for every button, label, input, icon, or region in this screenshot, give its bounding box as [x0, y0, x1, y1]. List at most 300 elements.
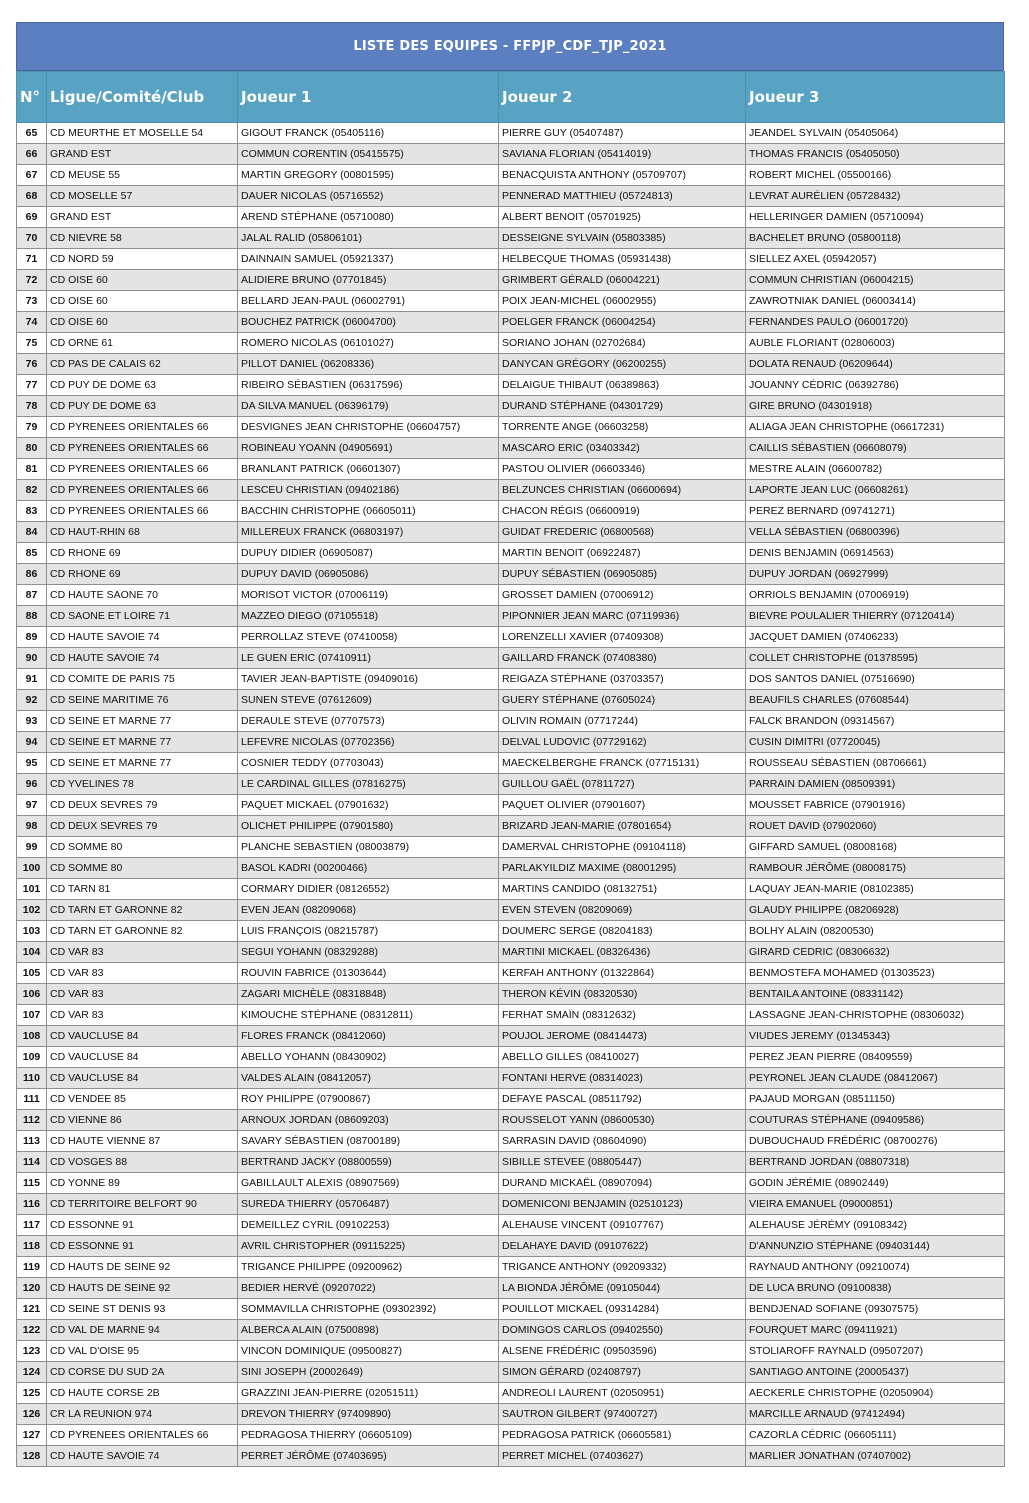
player-2-cell: DELVAL LUDOVIC (07729162) — [499, 732, 746, 753]
team-number: 128 — [17, 1446, 47, 1467]
table-row — [17, 522, 1005, 543]
table-row — [17, 648, 1005, 669]
player-2-cell: SORIANO JOHAN (02702684) — [499, 333, 746, 354]
player-1-cell: LE CARDINAL GILLES (07816275) — [238, 774, 499, 795]
table-row — [17, 1446, 1005, 1467]
team-number: 127 — [17, 1425, 47, 1446]
club-cell: CD HAUTS DE SEINE 92 — [47, 1278, 238, 1299]
player-2-cell: POUJOL JEROME (08414473) — [499, 1026, 746, 1047]
team-number: 104 — [17, 942, 47, 963]
player-3-cell: VIEIRA EMANUEL (09000851) — [746, 1194, 1005, 1215]
player-2-cell: BENACQUISTA ANTHONY (05709707) — [499, 165, 746, 186]
player-3-cell: DENIS BENJAMIN (06914563) — [746, 543, 1005, 564]
player-2-cell: GROSSET DAMIEN (07006912) — [499, 585, 746, 606]
team-number: 77 — [17, 375, 47, 396]
team-number: 84 — [17, 522, 47, 543]
player-3-cell: BIEVRE POULALIER THIERRY (07120414) — [746, 606, 1005, 627]
club-cell: CD HAUTE SAVOIE 74 — [47, 1446, 238, 1467]
player-3-cell: BACHELET BRUNO (05800118) — [746, 228, 1005, 249]
player-2-cell: DAMERVAL CHRISTOPHE (09104118) — [499, 837, 746, 858]
table-row — [17, 1425, 1005, 1446]
team-number: 86 — [17, 564, 47, 585]
player-1-cell: EVEN JEAN (08209068) — [238, 900, 499, 921]
table-row — [17, 1026, 1005, 1047]
club-cell: CD ESSONNE 91 — [47, 1236, 238, 1257]
team-number: 81 — [17, 459, 47, 480]
table-row — [17, 165, 1005, 186]
player-1-cell: GIGOUT FRANCK (05405116) — [238, 123, 499, 144]
player-1-cell: DESVIGNES JEAN CHRISTOPHE (06604757) — [238, 417, 499, 438]
header-player-2: Joueur 2 — [499, 72, 746, 123]
team-number: 126 — [17, 1404, 47, 1425]
player-3-cell: D'ANNUNZIO STÉPHANE (09403144) — [746, 1236, 1005, 1257]
player-3-cell: BENMOSTEFA MOHAMED (01303523) — [746, 963, 1005, 984]
player-1-cell: BERTRAND JACKY (08800559) — [238, 1152, 499, 1173]
player-3-cell: BERTRAND JORDAN (08807318) — [746, 1152, 1005, 1173]
player-3-cell: GIFFARD SAMUEL (08008168) — [746, 837, 1005, 858]
player-3-cell: AECKERLE CHRISTOPHE (02050904) — [746, 1383, 1005, 1404]
player-1-cell: PLANCHE SEBASTIEN (08003879) — [238, 837, 499, 858]
player-2-cell: MAECKELBERGHE FRANCK (07715131) — [499, 753, 746, 774]
player-1-cell: MILLEREUX FRANCK (06803197) — [238, 522, 499, 543]
player-2-cell: THERON KÉVIN (08320530) — [499, 984, 746, 1005]
table-row — [17, 1278, 1005, 1299]
player-1-cell: ALIDIERE BRUNO (07701845) — [238, 270, 499, 291]
table-row — [17, 1236, 1005, 1257]
team-number: 82 — [17, 480, 47, 501]
player-2-cell: GUERY STÉPHANE (07605024) — [499, 690, 746, 711]
player-2-cell: PIERRE GUY (05407487) — [499, 123, 746, 144]
club-cell: CD SOMME 80 — [47, 837, 238, 858]
club-cell: CD PYRENEES ORIENTALES 66 — [47, 459, 238, 480]
team-number: 114 — [17, 1152, 47, 1173]
team-number: 123 — [17, 1341, 47, 1362]
player-2-cell: DOMINGOS CARLOS (09402550) — [499, 1320, 746, 1341]
team-number: 101 — [17, 879, 47, 900]
team-number: 112 — [17, 1110, 47, 1131]
player-2-cell: DURAND MICKAËL (08907094) — [499, 1173, 746, 1194]
player-2-cell: DEFAYE PASCAL (08511792) — [499, 1089, 746, 1110]
team-number: 93 — [17, 711, 47, 732]
table-row — [17, 1068, 1005, 1089]
player-3-cell: ROUET DAVID (07902060) — [746, 816, 1005, 837]
team-number: 110 — [17, 1068, 47, 1089]
table-row — [17, 606, 1005, 627]
player-1-cell: DREVON THIERRY (97409890) — [238, 1404, 499, 1425]
player-2-cell: DANYCAN GRÉGORY (06200255) — [499, 354, 746, 375]
team-number: 125 — [17, 1383, 47, 1404]
player-3-cell: JEANDEL SYLVAIN (05405064) — [746, 123, 1005, 144]
club-cell: CD SAONE ET LOIRE 71 — [47, 606, 238, 627]
table-row — [17, 459, 1005, 480]
club-cell: CD MEUSE 55 — [47, 165, 238, 186]
team-number: 79 — [17, 417, 47, 438]
team-number: 113 — [17, 1131, 47, 1152]
team-number: 122 — [17, 1320, 47, 1341]
table-row — [17, 837, 1005, 858]
player-2-cell: PERRET MICHEL (07403627) — [499, 1446, 746, 1467]
player-3-cell: CAZORLA CÉDRIC (06605111) — [746, 1425, 1005, 1446]
player-3-cell: PARRAIN DAMIEN (08509391) — [746, 774, 1005, 795]
team-number: 89 — [17, 627, 47, 648]
player-1-cell: ROBINEAU YOANN (04905691) — [238, 438, 499, 459]
team-number: 70 — [17, 228, 47, 249]
club-cell: CD VAUCLUSE 84 — [47, 1026, 238, 1047]
player-2-cell: ABELLO GILLES (08410027) — [499, 1047, 746, 1068]
club-cell: CD ORNE 61 — [47, 333, 238, 354]
club-cell: CD PYRENEES ORIENTALES 66 — [47, 1425, 238, 1446]
table-row — [17, 207, 1005, 228]
player-1-cell: ROMERO NICOLAS (06101027) — [238, 333, 499, 354]
player-1-cell: BEDIER HERVÉ (09207022) — [238, 1278, 499, 1299]
team-number: 76 — [17, 354, 47, 375]
club-cell: CD COMITE DE PARIS 75 — [47, 669, 238, 690]
player-1-cell: DUPUY DAVID (06905086) — [238, 564, 499, 585]
player-2-cell: PEDRAGOSA PATRICK (06605581) — [499, 1425, 746, 1446]
team-number: 100 — [17, 858, 47, 879]
table-row — [17, 795, 1005, 816]
table-row — [17, 291, 1005, 312]
table-row — [17, 1257, 1005, 1278]
club-cell: CD VOSGES 88 — [47, 1152, 238, 1173]
table-row — [17, 1005, 1005, 1026]
player-1-cell: RIBEIRO SÉBASTIEN (06317596) — [238, 375, 499, 396]
club-cell: CD PYRENEES ORIENTALES 66 — [47, 480, 238, 501]
club-cell: CD ESSONNE 91 — [47, 1215, 238, 1236]
player-3-cell: PEREZ BERNARD (09741271) — [746, 501, 1005, 522]
table-row — [17, 921, 1005, 942]
club-cell: CD VAR 83 — [47, 942, 238, 963]
player-2-cell: OLIVIN ROMAIN (07717244) — [499, 711, 746, 732]
player-2-cell: MASCARO ERIC (03403342) — [499, 438, 746, 459]
team-number: 102 — [17, 900, 47, 921]
player-3-cell: DUPUY JORDAN (06927999) — [746, 564, 1005, 585]
player-1-cell: OLICHET PHILIPPE (07901580) — [238, 816, 499, 837]
player-1-cell: AREND STÉPHANE (05710080) — [238, 207, 499, 228]
table-row — [17, 879, 1005, 900]
player-1-cell: TRIGANCE PHILIPPE (09200962) — [238, 1257, 499, 1278]
team-number: 85 — [17, 543, 47, 564]
club-cell: CD HAUT-RHIN 68 — [47, 522, 238, 543]
player-2-cell: DOMENICONI BENJAMIN (02510123) — [499, 1194, 746, 1215]
player-2-cell: SAUTRON GILBERT (97400727) — [499, 1404, 746, 1425]
player-3-cell: ALEHAUSE JÉRÉMY (09108342) — [746, 1215, 1005, 1236]
player-2-cell: ANDREOLI LAURENT (02050951) — [499, 1383, 746, 1404]
player-2-cell: ALSENE FRÉDÉRIC (09503596) — [499, 1341, 746, 1362]
table-row — [17, 249, 1005, 270]
club-cell: CD PYRENEES ORIENTALES 66 — [47, 417, 238, 438]
player-1-cell: SUREDA THIERRY (05706487) — [238, 1194, 499, 1215]
player-1-cell: DAUER NICOLAS (05716552) — [238, 186, 499, 207]
club-cell: CD DEUX SEVRES 79 — [47, 795, 238, 816]
player-1-cell: ARNOUX JORDAN (08609203) — [238, 1110, 499, 1131]
player-2-cell: REIGAZA STÉPHANE (03703357) — [499, 669, 746, 690]
table-row — [17, 858, 1005, 879]
team-number: 75 — [17, 333, 47, 354]
player-3-cell: LEVRAT AURÉLIEN (05728432) — [746, 186, 1005, 207]
player-2-cell: POUILLOT MICKAEL (09314284) — [499, 1299, 746, 1320]
team-number: 90 — [17, 648, 47, 669]
player-3-cell: VELLA SÉBASTIEN (06800396) — [746, 522, 1005, 543]
player-2-cell: ALBERT BENOIT (05701925) — [499, 207, 746, 228]
table-body — [17, 123, 1005, 1467]
player-1-cell: DEMEILLEZ CYRIL (09102253) — [238, 1215, 499, 1236]
player-2-cell: DUPUY SÉBASTIEN (06905085) — [499, 564, 746, 585]
player-3-cell: DUBOUCHAUD FRÉDÉRIC (08700276) — [746, 1131, 1005, 1152]
player-1-cell: PEDRAGOSA THIERRY (06605109) — [238, 1425, 499, 1446]
header-number: N° — [17, 72, 47, 123]
player-2-cell: SIBILLE STEVEE (08805447) — [499, 1152, 746, 1173]
table-row — [17, 438, 1005, 459]
table-row — [17, 816, 1005, 837]
table-row — [17, 480, 1005, 501]
player-3-cell: BENTAILA ANTOINE (08331142) — [746, 984, 1005, 1005]
player-2-cell: LA BIONDA JÉRÔME (09105044) — [499, 1278, 746, 1299]
player-1-cell: COSNIER TEDDY (07703043) — [238, 753, 499, 774]
table-row — [17, 564, 1005, 585]
player-2-cell: PARLAKYILDIZ MAXIME (08001295) — [499, 858, 746, 879]
player-1-cell: COMMUN CORENTIN (05415575) — [238, 144, 499, 165]
club-cell: CD TERRITOIRE BELFORT 90 — [47, 1194, 238, 1215]
club-cell: CD SEINE ET MARNE 77 — [47, 732, 238, 753]
player-3-cell: GLAUDY PHILIPPE (08206928) — [746, 900, 1005, 921]
player-1-cell: DERAULE STEVE (07707573) — [238, 711, 499, 732]
player-1-cell: SEGUI YOHANN (08329288) — [238, 942, 499, 963]
player-1-cell: DA SILVA MANUEL (06396179) — [238, 396, 499, 417]
club-cell: CD PYRENEES ORIENTALES 66 — [47, 501, 238, 522]
player-3-cell: STOLIAROFF RAYNALD (09507207) — [746, 1341, 1005, 1362]
player-3-cell: MOUSSET FABRICE (07901916) — [746, 795, 1005, 816]
header-player-1: Joueur 1 — [238, 72, 499, 123]
player-2-cell: BELZUNCES CHRISTIAN (06600694) — [499, 480, 746, 501]
table-row — [17, 1215, 1005, 1236]
player-2-cell: ALEHAUSE VINCENT (09107767) — [499, 1215, 746, 1236]
club-cell: CD VAUCLUSE 84 — [47, 1047, 238, 1068]
player-1-cell: PERRET JÉRÔME (07403695) — [238, 1446, 499, 1467]
table-row — [17, 732, 1005, 753]
player-2-cell: DESSEIGNE SYLVAIN (05803385) — [499, 228, 746, 249]
player-3-cell: ALIAGA JEAN CHRISTOPHE (06617231) — [746, 417, 1005, 438]
table-row — [17, 312, 1005, 333]
table-row — [17, 1047, 1005, 1068]
team-number: 87 — [17, 585, 47, 606]
table-row — [17, 585, 1005, 606]
player-2-cell: TRIGANCE ANTHONY (09209332) — [499, 1257, 746, 1278]
player-3-cell: RAMBOUR JÉRÔME (08008175) — [746, 858, 1005, 879]
club-cell: CD RHONE 69 — [47, 543, 238, 564]
player-1-cell: BACCHIN CHRISTOPHE (06605011) — [238, 501, 499, 522]
table-row — [17, 1152, 1005, 1173]
player-2-cell: ROUSSELOT YANN (08600530) — [499, 1110, 746, 1131]
club-cell: CD HAUTE CORSE 2B — [47, 1383, 238, 1404]
club-cell: CD NIEVRE 58 — [47, 228, 238, 249]
player-2-cell: EVEN STEVEN (08209069) — [499, 900, 746, 921]
player-2-cell: FERHAT SMAÏN (08312632) — [499, 1005, 746, 1026]
player-2-cell: TORRENTE ANGE (06603258) — [499, 417, 746, 438]
player-3-cell: DOS SANTOS DANIEL (07516690) — [746, 669, 1005, 690]
player-2-cell: CHACON RÉGIS (06600919) — [499, 501, 746, 522]
team-number: 95 — [17, 753, 47, 774]
player-1-cell: BELLARD JEAN-PAUL (06002791) — [238, 291, 499, 312]
team-number: 98 — [17, 816, 47, 837]
club-cell: CD PAS DE CALAIS 62 — [47, 354, 238, 375]
player-3-cell: THOMAS FRANCIS (05405050) — [746, 144, 1005, 165]
player-1-cell: DAINNAIN SAMUEL (05921337) — [238, 249, 499, 270]
player-2-cell: DOUMERC SERGE (08204183) — [499, 921, 746, 942]
player-2-cell: MARTIN BENOIT (06922487) — [499, 543, 746, 564]
table-row — [17, 1383, 1005, 1404]
team-number: 96 — [17, 774, 47, 795]
table-row — [17, 123, 1005, 144]
player-3-cell: ROUSSEAU SÉBASTIEN (08706661) — [746, 753, 1005, 774]
player-3-cell: GODIN JÉRÉMIE (08902449) — [746, 1173, 1005, 1194]
table-row — [17, 1173, 1005, 1194]
team-number: 80 — [17, 438, 47, 459]
player-1-cell: ABELLO YOHANN (08430902) — [238, 1047, 499, 1068]
player-1-cell: SOMMAVILLA CHRISTOPHE (09302392) — [238, 1299, 499, 1320]
player-1-cell: JALAL RALID (05806101) — [238, 228, 499, 249]
table-row — [17, 270, 1005, 291]
table-row — [17, 354, 1005, 375]
club-cell: CD HAUTE SAONE 70 — [47, 585, 238, 606]
header-club: Ligue/Comité/Club — [47, 72, 238, 123]
table-row — [17, 144, 1005, 165]
player-3-cell: CUSIN DIMITRI (07720045) — [746, 732, 1005, 753]
player-2-cell: POIX JEAN-MICHEL (06002955) — [499, 291, 746, 312]
player-2-cell: MARTINI MICKAEL (08326436) — [499, 942, 746, 963]
table-row — [17, 1362, 1005, 1383]
player-1-cell: PAQUET MICKAEL (07901632) — [238, 795, 499, 816]
table-row — [17, 690, 1005, 711]
team-number: 99 — [17, 837, 47, 858]
header-player-3: Joueur 3 — [746, 72, 1005, 123]
player-2-cell: GUILLOU GAËL (07811727) — [499, 774, 746, 795]
club-cell: CD PUY DE DOME 63 — [47, 396, 238, 417]
player-3-cell: HELLERINGER DAMIEN (05710094) — [746, 207, 1005, 228]
player-1-cell: ROY PHILIPPE (07900867) — [238, 1089, 499, 1110]
team-number: 65 — [17, 123, 47, 144]
table-header-row — [17, 72, 1005, 123]
table-row — [17, 1404, 1005, 1425]
player-3-cell: JOUANNY CÉDRIC (06392786) — [746, 375, 1005, 396]
club-cell: CD VAR 83 — [47, 984, 238, 1005]
table-row — [17, 900, 1005, 921]
player-2-cell: GAILLARD FRANCK (07408380) — [499, 648, 746, 669]
player-1-cell: SUNEN STEVE (07612609) — [238, 690, 499, 711]
player-3-cell: ORRIOLS BENJAMIN (07006919) — [746, 585, 1005, 606]
club-cell: CD PYRENEES ORIENTALES 66 — [47, 438, 238, 459]
club-cell: CD VAUCLUSE 84 — [47, 1068, 238, 1089]
player-3-cell: DOLATA RENAUD (06209644) — [746, 354, 1005, 375]
table-row — [17, 984, 1005, 1005]
player-2-cell: HELBECQUE THOMAS (05931438) — [499, 249, 746, 270]
table-row — [17, 1131, 1005, 1152]
table-row — [17, 333, 1005, 354]
club-cell: CD SEINE ET MARNE 77 — [47, 753, 238, 774]
table-row — [17, 186, 1005, 207]
player-1-cell: CORMARY DIDIER (08126552) — [238, 879, 499, 900]
team-number: 109 — [17, 1047, 47, 1068]
player-1-cell: SINI JOSEPH (20002649) — [238, 1362, 499, 1383]
team-number: 120 — [17, 1278, 47, 1299]
player-1-cell: VINCON DOMINIQUE (09500827) — [238, 1341, 499, 1362]
player-3-cell: JACQUET DAMIEN (07406233) — [746, 627, 1005, 648]
player-1-cell: LUIS FRANÇOIS (08215787) — [238, 921, 499, 942]
player-2-cell: SARRASIN DAVID (08604090) — [499, 1131, 746, 1152]
player-3-cell: VIUDES JEREMY (01345343) — [746, 1026, 1005, 1047]
player-3-cell: COUTURAS STÉPHANE (09409586) — [746, 1110, 1005, 1131]
team-number: 69 — [17, 207, 47, 228]
team-number: 71 — [17, 249, 47, 270]
club-cell: GRAND EST — [47, 144, 238, 165]
player-3-cell: BOLHY ALAIN (08200530) — [746, 921, 1005, 942]
player-1-cell: LESCEU CHRISTIAN (09402186) — [238, 480, 499, 501]
table-row — [17, 1089, 1005, 1110]
club-cell: CD HAUTE VIENNE 87 — [47, 1131, 238, 1152]
team-number: 88 — [17, 606, 47, 627]
club-cell: CD DEUX SEVRES 79 — [47, 816, 238, 837]
player-3-cell: BEAUFILS CHARLES (07608544) — [746, 690, 1005, 711]
club-cell: CD VAR 83 — [47, 963, 238, 984]
club-cell: CD OISE 60 — [47, 270, 238, 291]
player-3-cell: FERNANDES PAULO (06001720) — [746, 312, 1005, 333]
team-number: 83 — [17, 501, 47, 522]
player-2-cell: DURAND STÉPHANE (04301729) — [499, 396, 746, 417]
player-1-cell: PILLOT DANIEL (06208336) — [238, 354, 499, 375]
player-3-cell: PAJAUD MORGAN (08511150) — [746, 1089, 1005, 1110]
club-cell: CD HAUTE SAVOIE 74 — [47, 627, 238, 648]
player-1-cell: AVRIL CHRISTOPHER (09115225) — [238, 1236, 499, 1257]
player-1-cell: LE GUEN ERIC (07410911) — [238, 648, 499, 669]
player-3-cell: MESTRE ALAIN (06600782) — [746, 459, 1005, 480]
team-number: 94 — [17, 732, 47, 753]
player-3-cell: BENDJENAD SOFIANE (09307575) — [746, 1299, 1005, 1320]
club-cell: CD VAR 83 — [47, 1005, 238, 1026]
player-3-cell: SIELLEZ AXEL (05942057) — [746, 249, 1005, 270]
player-3-cell: PEYRONEL JEAN CLAUDE (08412067) — [746, 1068, 1005, 1089]
team-number: 92 — [17, 690, 47, 711]
player-2-cell: PAQUET OLIVIER (07901607) — [499, 795, 746, 816]
player-3-cell: MARCILLE ARNAUD (97412494) — [746, 1404, 1005, 1425]
club-cell: CD SEINE ET MARNE 77 — [47, 711, 238, 732]
team-number: 119 — [17, 1257, 47, 1278]
player-1-cell: BOUCHEZ PATRICK (06004700) — [238, 312, 499, 333]
teams-table — [16, 71, 1005, 1467]
player-2-cell: POELGER FRANCK (06004254) — [499, 312, 746, 333]
player-3-cell: CAILLIS SÉBASTIEN (06608079) — [746, 438, 1005, 459]
player-1-cell: GABILLAULT ALEXIS (08907569) — [238, 1173, 499, 1194]
team-number: 78 — [17, 396, 47, 417]
club-cell: CD VAL D'OISE 95 — [47, 1341, 238, 1362]
table-row — [17, 1110, 1005, 1131]
player-3-cell: AUBLE FLORIANT (02806003) — [746, 333, 1005, 354]
player-1-cell: SAVARY SÉBASTIEN (08700189) — [238, 1131, 499, 1152]
player-1-cell: PERROLLAZ STEVE (07410058) — [238, 627, 499, 648]
player-1-cell: MORISOT VICTOR (07006119) — [238, 585, 499, 606]
team-number: 103 — [17, 921, 47, 942]
table-row — [17, 627, 1005, 648]
team-number: 106 — [17, 984, 47, 1005]
club-cell: CD OISE 60 — [47, 312, 238, 333]
team-number: 67 — [17, 165, 47, 186]
team-number: 121 — [17, 1299, 47, 1320]
player-3-cell: GIRARD CEDRIC (08306632) — [746, 942, 1005, 963]
club-cell: CR LA REUNION 974 — [47, 1404, 238, 1425]
player-1-cell: TAVIER JEAN-BAPTISTE (09409016) — [238, 669, 499, 690]
team-number: 111 — [17, 1089, 47, 1110]
player-1-cell: ZAGARI MICHÈLE (08318848) — [238, 984, 499, 1005]
player-3-cell: COMMUN CHRISTIAN (06004215) — [746, 270, 1005, 291]
